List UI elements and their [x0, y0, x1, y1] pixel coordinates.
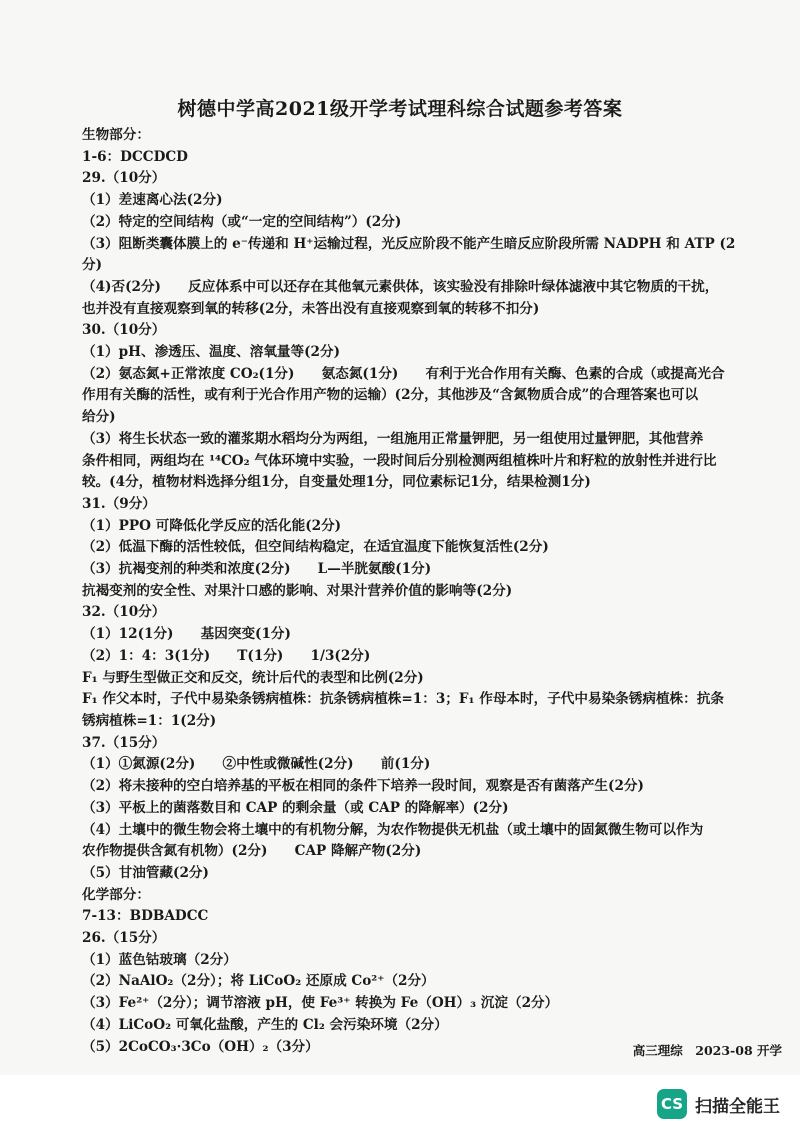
- answer-line: （5）2CoCO₃·3Co（OH）₂（3分）: [82, 1038, 319, 1055]
- cs-logo-icon: CS: [657, 1089, 687, 1119]
- answer-line: 锈病植株=1：1(2分): [82, 712, 217, 729]
- answer-line: F₁ 与野生型做正交和反交，统计后代的表型和比例(2分): [82, 669, 424, 686]
- answer-line: （2）特定的空间结构（或“一定的空间结构”）(2分): [82, 213, 402, 230]
- answer-line: 37.（15分）: [82, 734, 166, 751]
- scanner-app-name: 扫描全能王: [695, 1096, 780, 1117]
- answer-line: 生物部分：: [82, 127, 150, 143]
- answer-line: 条件相同，两组均在 ¹⁴CO₂ 气体环境中实验，一段时间后分别检测两组植株叶片和籽粒的放射性并进行比: [82, 452, 717, 469]
- answer-line: （1）12(1分) 基因突变(1分): [82, 626, 291, 643]
- answer-line: 农作物提供含氮有机物）(2分) CAP 降解产物(2分): [82, 843, 422, 860]
- answer-line: 给分): [82, 409, 116, 426]
- answer-line: 1-6：DCCDCD: [82, 148, 188, 165]
- answer-line: 也并没有直接观察到氧的转移(2分，未答出没有直接观察到氧的转移不扣分): [82, 300, 540, 317]
- answer-line: 31.（9分）: [82, 495, 156, 512]
- answer-line: 26.（15分）: [82, 930, 166, 947]
- answer-line: （2）NaAlO₂（2分）；将 LiCoO₂ 还原成 Co²⁺（2分）: [82, 973, 435, 990]
- answer-line: （2）低温下酶的活性较低，但空间结构稳定，在适宜温度下能恢复活性(2分): [82, 539, 549, 556]
- page-footer: 高三理综 2023-08 开学: [632, 1043, 782, 1058]
- answer-line: 7-13：BDBADCC: [82, 908, 209, 925]
- answer-line: F₁ 作父本时，子代中易染条锈病植株：抗条锈病植株=1：3；F₁ 作母本时，子代中易染条锈病植株：抗条: [82, 691, 724, 708]
- answer-line: （2）1：4：3(1分) T(1分) 1/3(2分): [82, 647, 371, 664]
- answer-line: 化学部分：: [82, 886, 150, 903]
- answer-line: （1）蓝色钴玻璃（2分）: [82, 951, 237, 968]
- answer-line: 29.（10分）: [82, 170, 166, 187]
- answer-line: 32.（10分）: [82, 604, 166, 621]
- answer-line: （4)否(2分) 反应体系中可以还存在其他氧元素供体，该实验没有排除叶绿体滤液中其它物质的干扰，: [82, 278, 719, 295]
- answer-line: （2）氨态氮+正常浓度 CO₂(1分) 氨态氮(1分) 有利于光合作用有关酶、色素的合成（或提高光合: [82, 365, 725, 382]
- answer-line: 抗褐变剂的安全性、对果汁口感的影响、对果汁营养价值的影响等(2分): [82, 582, 513, 599]
- answer-line: 30.（10分）: [82, 322, 166, 339]
- answer-line: （4）土壤中的微生物会将土壤中的有机物分解，为农作物提供无机盐（或土壤中的固氮微生物可以作为: [82, 821, 704, 838]
- answer-line: 作用有关酶的活性，或有利于光合作用产物的运输）(2分，其他涉及“含氮物质合成”的合理答案也可以: [82, 387, 699, 404]
- answer-line: （1）①氮源(2分) ②中性或微碱性(2分) 前(1分): [82, 756, 431, 773]
- answer-line: （4）LiCoO₂ 可氧化盐酸，产生的 Cl₂ 会污染环境（2分）: [82, 1016, 448, 1033]
- answer-line: （3）Fe²⁺（2分）；调节溶液 pH，使 Fe³⁺ 转换为 Fe（OH）₃ 沉淀（2分）: [82, 995, 559, 1012]
- answer-content: [82, 125, 788, 1058]
- answer-line: （3）抗褐变剂的种类和浓度(2分) L—半胱氨酸(1分): [82, 561, 432, 578]
- answer-line: （3）将生长状态一致的灌浆期水稻均分为两组，一组施用正常量钾肥，另一组使用过量钾肥，其他营养: [82, 430, 704, 447]
- answer-line: 分): [82, 257, 103, 274]
- answer-line: （1）pH、渗透压、温度、溶氧量等(2分): [82, 344, 341, 361]
- page-title: 树德中学高2021级开学考试理科综合试题参考答案: [177, 98, 623, 120]
- answer-line: （1）PPO 可降低化学反应的活化能(2分): [82, 517, 342, 534]
- answer-line: （1）差速离心法(2分): [82, 192, 223, 209]
- answer-line: （3）平板上的菌落数目和 CAP 的剩余量（或 CAP 的降解率）(2分): [82, 799, 509, 816]
- scanner-logo: [657, 1089, 780, 1119]
- answer-line: （2）将未接种的空白培养基的平板在相同的条件下培养一段时间，观察是否有菌落产生(2分): [82, 778, 644, 795]
- answer-line: 较。(4分，植物材料选择分组1分，自变量处理1分，同位素标记1分，结果检测1分): [82, 474, 591, 491]
- answer-line: （5）甘油管藏(2分): [82, 864, 209, 881]
- answer-line: （3）阻断类囊体膜上的 e⁻传递和 H⁺运输过程，光反应阶段不能产生暗反应阶段所需 NADPH 和 ATP (2: [82, 235, 736, 252]
